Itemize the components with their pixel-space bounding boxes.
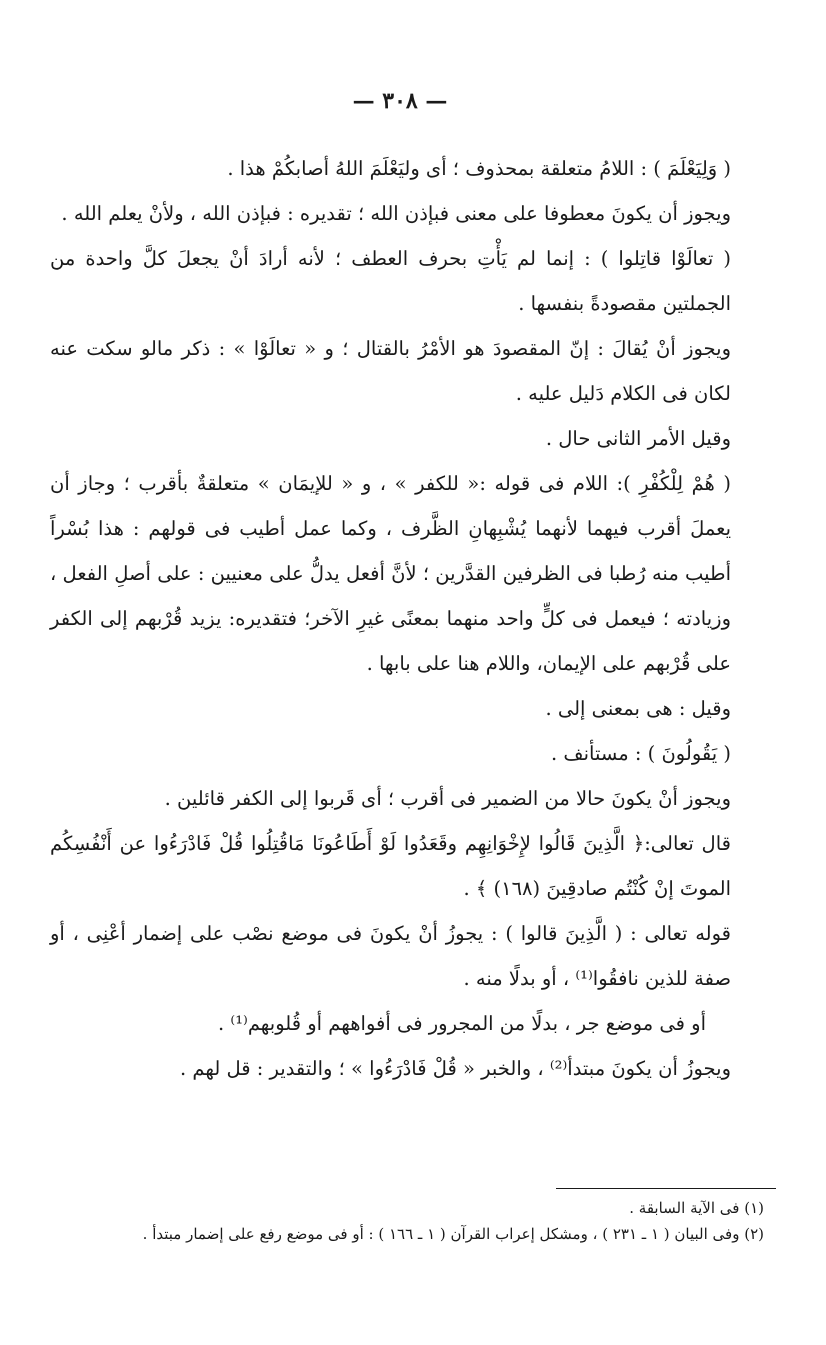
paragraph: ويجوزُ أن يكونَ مبتدأ⁽²⁾ ، والخبر « قُلْ فَادْرَءُوا » ؛ والتقدير : قل لهم . (179, 1057, 731, 1080)
paragraph: قوله تعالى : ( الَّذِينَ قالوا ) : يجوزُ أنْ يكونَ فى موضع نصْب على إضمار أعْنِى ، أو صفة للذين نافقُوا⁽¹⁾ ، أو بدلًا منه . (50, 922, 731, 990)
paragraph: ( تعالَوْا قاتِلوا ) : إنما لم يَأْتِ بحرف العطف ؛ لأنه أرادَ أنْ يجعلَ كلَّ واحدة من الجملتين مقصودةً بنفسها . (50, 247, 731, 315)
quran-verse: قال تعالى:﴿ الَّذِينَ قَالُوا لإِخْوَانِهِم وقَعَدُوا لَوْ أَطَاعُونَا مَاقُتِلُوا قُلْ فَادْرَءُوا عن أَنْفُسِكُم الموتَ إنْ كُنْتُم صادقِينَ (١٦٨) ﴾ . (50, 832, 731, 900)
footnotes (46, 1195, 776, 1247)
footnote-divider (556, 1188, 776, 1189)
paragraph: ويجوز أن يكونَ معطوفا على معنى فبإذن الله ؛ تقديره : فبإذن الله ، ولأنْ يعلم الله . (61, 202, 731, 225)
main-text (50, 146, 776, 1091)
page-number: — ٣٠٨ — (352, 88, 448, 114)
paragraph: أو فى موضع جر ، بدلًا من المجرور فى أفواههم أو قُلوبهم⁽¹⁾ . (218, 1012, 706, 1035)
footnote: (١) فى الآية السابقة . (629, 1199, 764, 1217)
paragraph: ويجوز أنْ يُقالَ : إنّ المقصودَ هو الأمْرُ بالقتال ؛ و « تعالَوْا » : ذكر مالو سكت عنه لكان فى الكلام دَليل عليه . (50, 337, 731, 405)
paragraph: وقيل : هى بمعنى إلى . (545, 697, 731, 720)
paragraph: ويجوز أنْ يكونَ حالا من الضمير فى أقرب ؛ أى قَربوا إلى الكفر قائلين . (164, 787, 731, 810)
paragraph: ( وَلِيَعْلَمَ ) : اللامُ متعلقة بمحذوف ؛ أى وليَعْلَمَ اللهُ أصابكُمْ هذا . (227, 157, 731, 180)
paragraph: وقيل الأمر الثانى حال . (545, 427, 731, 450)
paragraph: ( هُمْ لِلْكُفْرِ ): اللام فى قوله :« للكفر » ، و « للإيمَان » متعلقةٌ بأقرب ؛ وجاز أن يعملَ أقرب فيهما لأنهما يُشْبِهانِ الظَّرف ، وكما عمل أطيب فى قولهم : هذا بُسْراً أطيب منه رُطبا فى الظرفين القدَّرين ؛ لأنَّ أفعل يدلُّ على معنيين : على أصلِ الفعل ، وزيادته ؛ فيعمل فى كلٍّ واحد منهما بمعنًى غيرِ الآخر؛ فتقديره: يزيد قُرْبهم إلى الكفر على قُرْبهم على الإيمان، واللام هنا على بابها . (50, 472, 731, 675)
footnote: (٢) وفى البيان ( ١ ـ ٢٣١ ) ، ومشكل إعراب القرآن ( ١ ـ ١٦٦ ) : أو فى موضع رفع على إضمار مبتدأ . (142, 1225, 764, 1243)
paragraph: ( يَقُولُونَ ) : مستأنف . (551, 742, 731, 765)
